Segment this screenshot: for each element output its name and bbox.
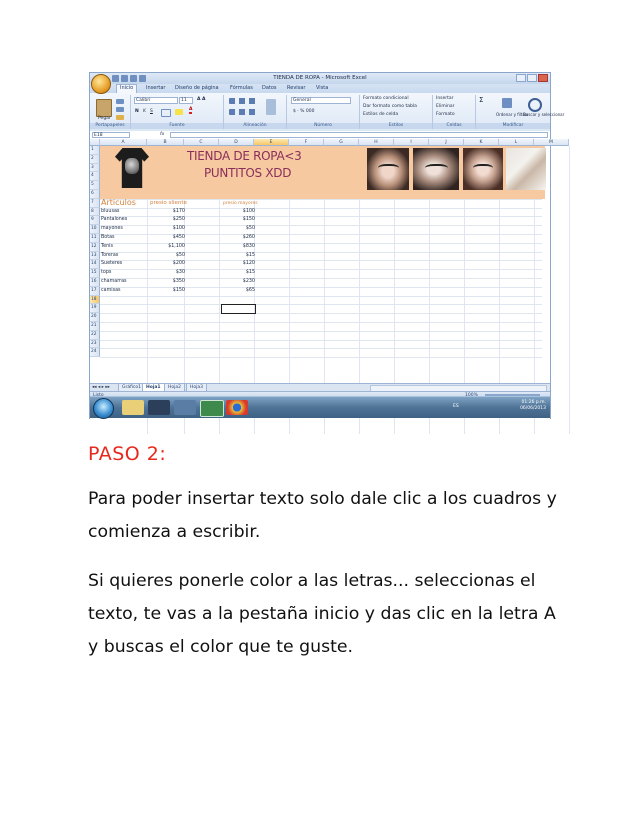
gridline xyxy=(100,322,542,323)
column-header[interactable]: J xyxy=(429,139,464,146)
sort-button[interactable]: Ordenar y filtrar xyxy=(496,112,529,117)
group-styles xyxy=(360,95,433,129)
banner-subtitle: PUNTITOS XDD xyxy=(204,166,292,180)
group-cells xyxy=(433,95,476,129)
sort-icon[interactable] xyxy=(502,98,512,108)
window-title: TIENDA DE ROPA - Microsoft Excel xyxy=(273,75,367,81)
fill-color-icon[interactable] xyxy=(175,109,183,115)
tab-datos[interactable]: Datos xyxy=(262,85,277,91)
group-label: Fuente xyxy=(131,123,223,129)
row-header[interactable]: 4 xyxy=(90,172,100,181)
cut-icon[interactable] xyxy=(116,99,124,104)
indent-icons[interactable] xyxy=(229,109,259,115)
currency-icon[interactable]: $ · % 000 xyxy=(293,109,315,114)
column-header[interactable]: M xyxy=(534,139,569,146)
banner-title: TIENDA DE ROPA<3 xyxy=(187,149,302,163)
group-editing xyxy=(476,95,565,129)
column-header[interactable]: L xyxy=(499,139,534,146)
row-header[interactable]: 24 xyxy=(90,348,100,357)
photo-3 xyxy=(463,148,503,190)
item-name[interactable]: camisas xyxy=(101,287,121,293)
clock[interactable] xyxy=(520,400,546,412)
column-header[interactable]: I xyxy=(394,139,429,146)
row-header[interactable]: 9 xyxy=(90,216,100,225)
item-wholesale-price[interactable]: $65 xyxy=(245,287,255,293)
maximize-icon[interactable] xyxy=(527,74,537,82)
paste-button[interactable]: Pegar xyxy=(98,116,111,121)
font-name-select[interactable]: Calibri xyxy=(134,97,178,104)
item-price[interactable]: $200 xyxy=(172,261,185,267)
item-price[interactable]: $30 xyxy=(175,270,185,276)
row-header[interactable]: 11 xyxy=(90,234,100,243)
delete-button[interactable]: Eliminar xyxy=(436,104,455,109)
row-header[interactable]: 7 xyxy=(90,199,100,208)
clock-time: 01:26 p.m. xyxy=(521,400,546,405)
selected-cell-e18[interactable] xyxy=(221,304,256,314)
row-header[interactable]: 21 xyxy=(90,322,100,331)
row-header[interactable]: 3 xyxy=(90,164,100,173)
item-name[interactable]: tops xyxy=(101,270,112,276)
insert-button[interactable]: Insertar xyxy=(436,96,454,101)
tshirt-image xyxy=(115,148,149,188)
item-name[interactable]: Botas xyxy=(101,235,115,240)
close-icon[interactable] xyxy=(538,74,548,82)
row-header[interactable]: 13 xyxy=(90,252,100,261)
row-header[interactable]: 18 xyxy=(90,296,100,305)
row-header[interactable]: 6 xyxy=(90,190,100,199)
step-heading: PASO 2: xyxy=(88,443,167,465)
group-label: Celdas xyxy=(433,123,475,129)
column-header[interactable]: C xyxy=(184,139,219,146)
office-button[interactable] xyxy=(91,74,111,94)
row-header[interactable]: 5 xyxy=(90,181,100,190)
italic-icon[interactable]: K xyxy=(143,109,146,114)
sheet-nav-icon[interactable]: ◂◂ ◂ ▸ ▸▸ xyxy=(92,385,110,390)
item-name[interactable]: Toreras xyxy=(101,252,119,258)
language-indicator[interactable]: ES xyxy=(453,404,459,409)
cell-styles-button[interactable]: Estilos de celda xyxy=(363,112,399,117)
header-articles[interactable]: Articulos xyxy=(101,198,136,207)
group-label: Número xyxy=(287,123,359,129)
column-header[interactable]: H xyxy=(359,139,394,146)
group-label: Estilos xyxy=(360,123,432,129)
row-header[interactable]: 10 xyxy=(90,225,100,234)
item-wholesale-price[interactable]: $120 xyxy=(242,261,255,267)
item-wholesale-price[interactable]: $15 xyxy=(245,270,255,276)
bold-icon[interactable]: N xyxy=(135,109,139,114)
row-header[interactable]: 23 xyxy=(90,340,100,349)
item-wholesale-price[interactable]: $150 xyxy=(242,217,255,223)
row-header[interactable]: 22 xyxy=(90,331,100,340)
clock-date: 06/06/2013 xyxy=(520,406,546,411)
instruction-paragraph-1: Para poder insertar texto solo dale clic a los cuadros y comienza a escribir. xyxy=(88,489,557,542)
photo-4 xyxy=(506,148,546,190)
find-icon[interactable] xyxy=(528,98,542,112)
gridline xyxy=(569,146,570,434)
tab-insertar[interactable]: Insertar xyxy=(146,85,166,91)
gridline xyxy=(100,357,542,358)
formula-input[interactable] xyxy=(170,132,548,138)
group-label: Alineación xyxy=(224,123,286,129)
group-label: Portapapeles xyxy=(90,123,130,129)
item-wholesale-price[interactable]: $100 xyxy=(242,208,255,214)
font-grow-icon[interactable]: A A xyxy=(197,97,206,102)
font-color-icon[interactable]: A xyxy=(189,107,193,112)
align-icons[interactable] xyxy=(229,98,259,104)
item-name[interactable]: bluusas xyxy=(101,208,120,214)
sheet-tab-grafico1[interactable]: Gráfico1 xyxy=(118,384,145,392)
windows-taskbar xyxy=(90,396,550,418)
font-size-select[interactable]: 11 xyxy=(179,97,193,104)
row-header[interactable]: 17 xyxy=(90,287,100,296)
item-name[interactable]: mayones xyxy=(101,226,123,232)
item-price[interactable]: $170 xyxy=(172,208,185,214)
tab-revisar[interactable]: Revisar xyxy=(287,85,306,91)
item-wholesale-price[interactable]: $830 xyxy=(242,243,255,249)
column-header[interactable]: A xyxy=(100,139,147,146)
row-header[interactable]: 8 xyxy=(90,208,100,217)
borders-icon[interactable] xyxy=(161,109,171,117)
item-wholesale-price[interactable]: $50 xyxy=(245,226,255,232)
item-wholesale-price[interactable]: $260 xyxy=(242,235,255,240)
excel-screenshot xyxy=(89,72,565,419)
row-header[interactable]: 2 xyxy=(90,155,100,164)
column-header[interactable]: E xyxy=(254,139,289,146)
group-number xyxy=(287,95,360,129)
header-wholesale-price[interactable]: presio mayores xyxy=(223,201,258,206)
column-header[interactable]: K xyxy=(464,139,499,146)
excel-taskbar-icon[interactable] xyxy=(200,400,224,417)
find-button[interactable]: Buscar y seleccionar xyxy=(523,112,565,117)
media-player-icon[interactable] xyxy=(148,400,170,415)
item-name[interactable]: Pantalones xyxy=(101,217,128,223)
item-wholesale-price[interactable]: $15 xyxy=(245,252,255,258)
start-button[interactable] xyxy=(93,398,114,419)
row-header[interactable]: 19 xyxy=(90,304,100,313)
group-clipboard xyxy=(90,95,131,129)
name-box[interactable]: E18 xyxy=(92,132,130,138)
gridline xyxy=(100,348,542,349)
photo-2 xyxy=(413,148,459,190)
instruction-paragraph-2: Si quieres ponerle color a las letras... seleccionas el texto, te vas a la pestaña inicio y das clic en la letra A y buscas el color que te guste. xyxy=(88,571,556,657)
format-button[interactable]: Formato xyxy=(436,112,455,117)
conditional-format-button[interactable]: Formato condicional xyxy=(363,96,409,101)
item-wholesale-price[interactable]: $230 xyxy=(242,279,255,284)
item-price[interactable]: $450 xyxy=(172,235,185,240)
sheet-tab-hoja3[interactable]: Hoja3 xyxy=(186,384,207,392)
item-price[interactable]: $100 xyxy=(172,226,185,232)
sheet-tab-hoja1[interactable]: Hoja1 xyxy=(142,384,165,392)
wrap-merge-icon[interactable] xyxy=(266,99,276,115)
gridline xyxy=(100,296,542,297)
column-header[interactable]: G xyxy=(324,139,359,146)
item-name[interactable]: Tenis xyxy=(101,243,113,249)
item-price[interactable]: $350 xyxy=(172,279,185,284)
column-header[interactable]: F xyxy=(289,139,324,146)
column-header[interactable]: D xyxy=(219,139,254,146)
row-header[interactable]: 15 xyxy=(90,269,100,278)
format-painter-icon[interactable] xyxy=(116,115,124,120)
header-retail-price[interactable]: presio sliente xyxy=(150,200,187,206)
chrome-icon[interactable] xyxy=(226,400,248,415)
table-format-button[interactable]: Dar formato como tabla xyxy=(363,104,417,109)
item-price[interactable]: $250 xyxy=(172,217,185,223)
fx-icon[interactable]: fx xyxy=(160,132,165,137)
tab-formulas[interactable]: Fórmulas xyxy=(230,85,253,91)
ribbon xyxy=(90,93,565,132)
underline-icon[interactable]: S xyxy=(150,109,153,114)
app-icon[interactable] xyxy=(174,400,196,415)
column-header[interactable]: B xyxy=(147,139,184,146)
autosum-icon[interactable]: Σ xyxy=(479,96,484,104)
tab-vista[interactable]: Vista xyxy=(316,85,329,91)
gridline xyxy=(100,304,542,305)
paste-icon[interactable] xyxy=(96,99,112,117)
row-header[interactable]: 14 xyxy=(90,260,100,269)
sheet-tab-hoja2[interactable]: Hoja2 xyxy=(164,384,185,392)
item-name[interactable]: chamarras xyxy=(101,279,127,284)
gridline xyxy=(100,331,542,332)
row-header[interactable]: 20 xyxy=(90,313,100,322)
gridline xyxy=(100,313,542,314)
item-price[interactable]: $1,100 xyxy=(168,243,185,249)
copy-icon[interactable] xyxy=(116,107,124,112)
group-alignment xyxy=(224,95,287,129)
row-header[interactable]: 1 xyxy=(90,146,100,155)
explorer-icon[interactable] xyxy=(122,400,144,415)
window-controls[interactable] xyxy=(516,74,548,82)
ribbon-tabs xyxy=(90,84,550,93)
select-all[interactable] xyxy=(90,139,100,146)
group-label: Modificar xyxy=(476,123,550,129)
item-price[interactable]: $50 xyxy=(175,252,185,258)
banner xyxy=(100,146,545,199)
gridline xyxy=(100,340,542,341)
item-name[interactable]: Sueteres xyxy=(101,261,123,267)
item-price[interactable]: $150 xyxy=(172,287,185,293)
row-header[interactable]: 12 xyxy=(90,243,100,252)
tab-diseno[interactable]: Diseño de página xyxy=(175,85,219,91)
photo-1 xyxy=(367,148,409,190)
group-font xyxy=(131,95,224,129)
row-header[interactable]: 16 xyxy=(90,278,100,287)
tab-inicio[interactable]: Inicio xyxy=(116,84,137,93)
minimize-icon[interactable] xyxy=(516,74,526,82)
number-format-select[interactable]: General xyxy=(291,97,351,104)
